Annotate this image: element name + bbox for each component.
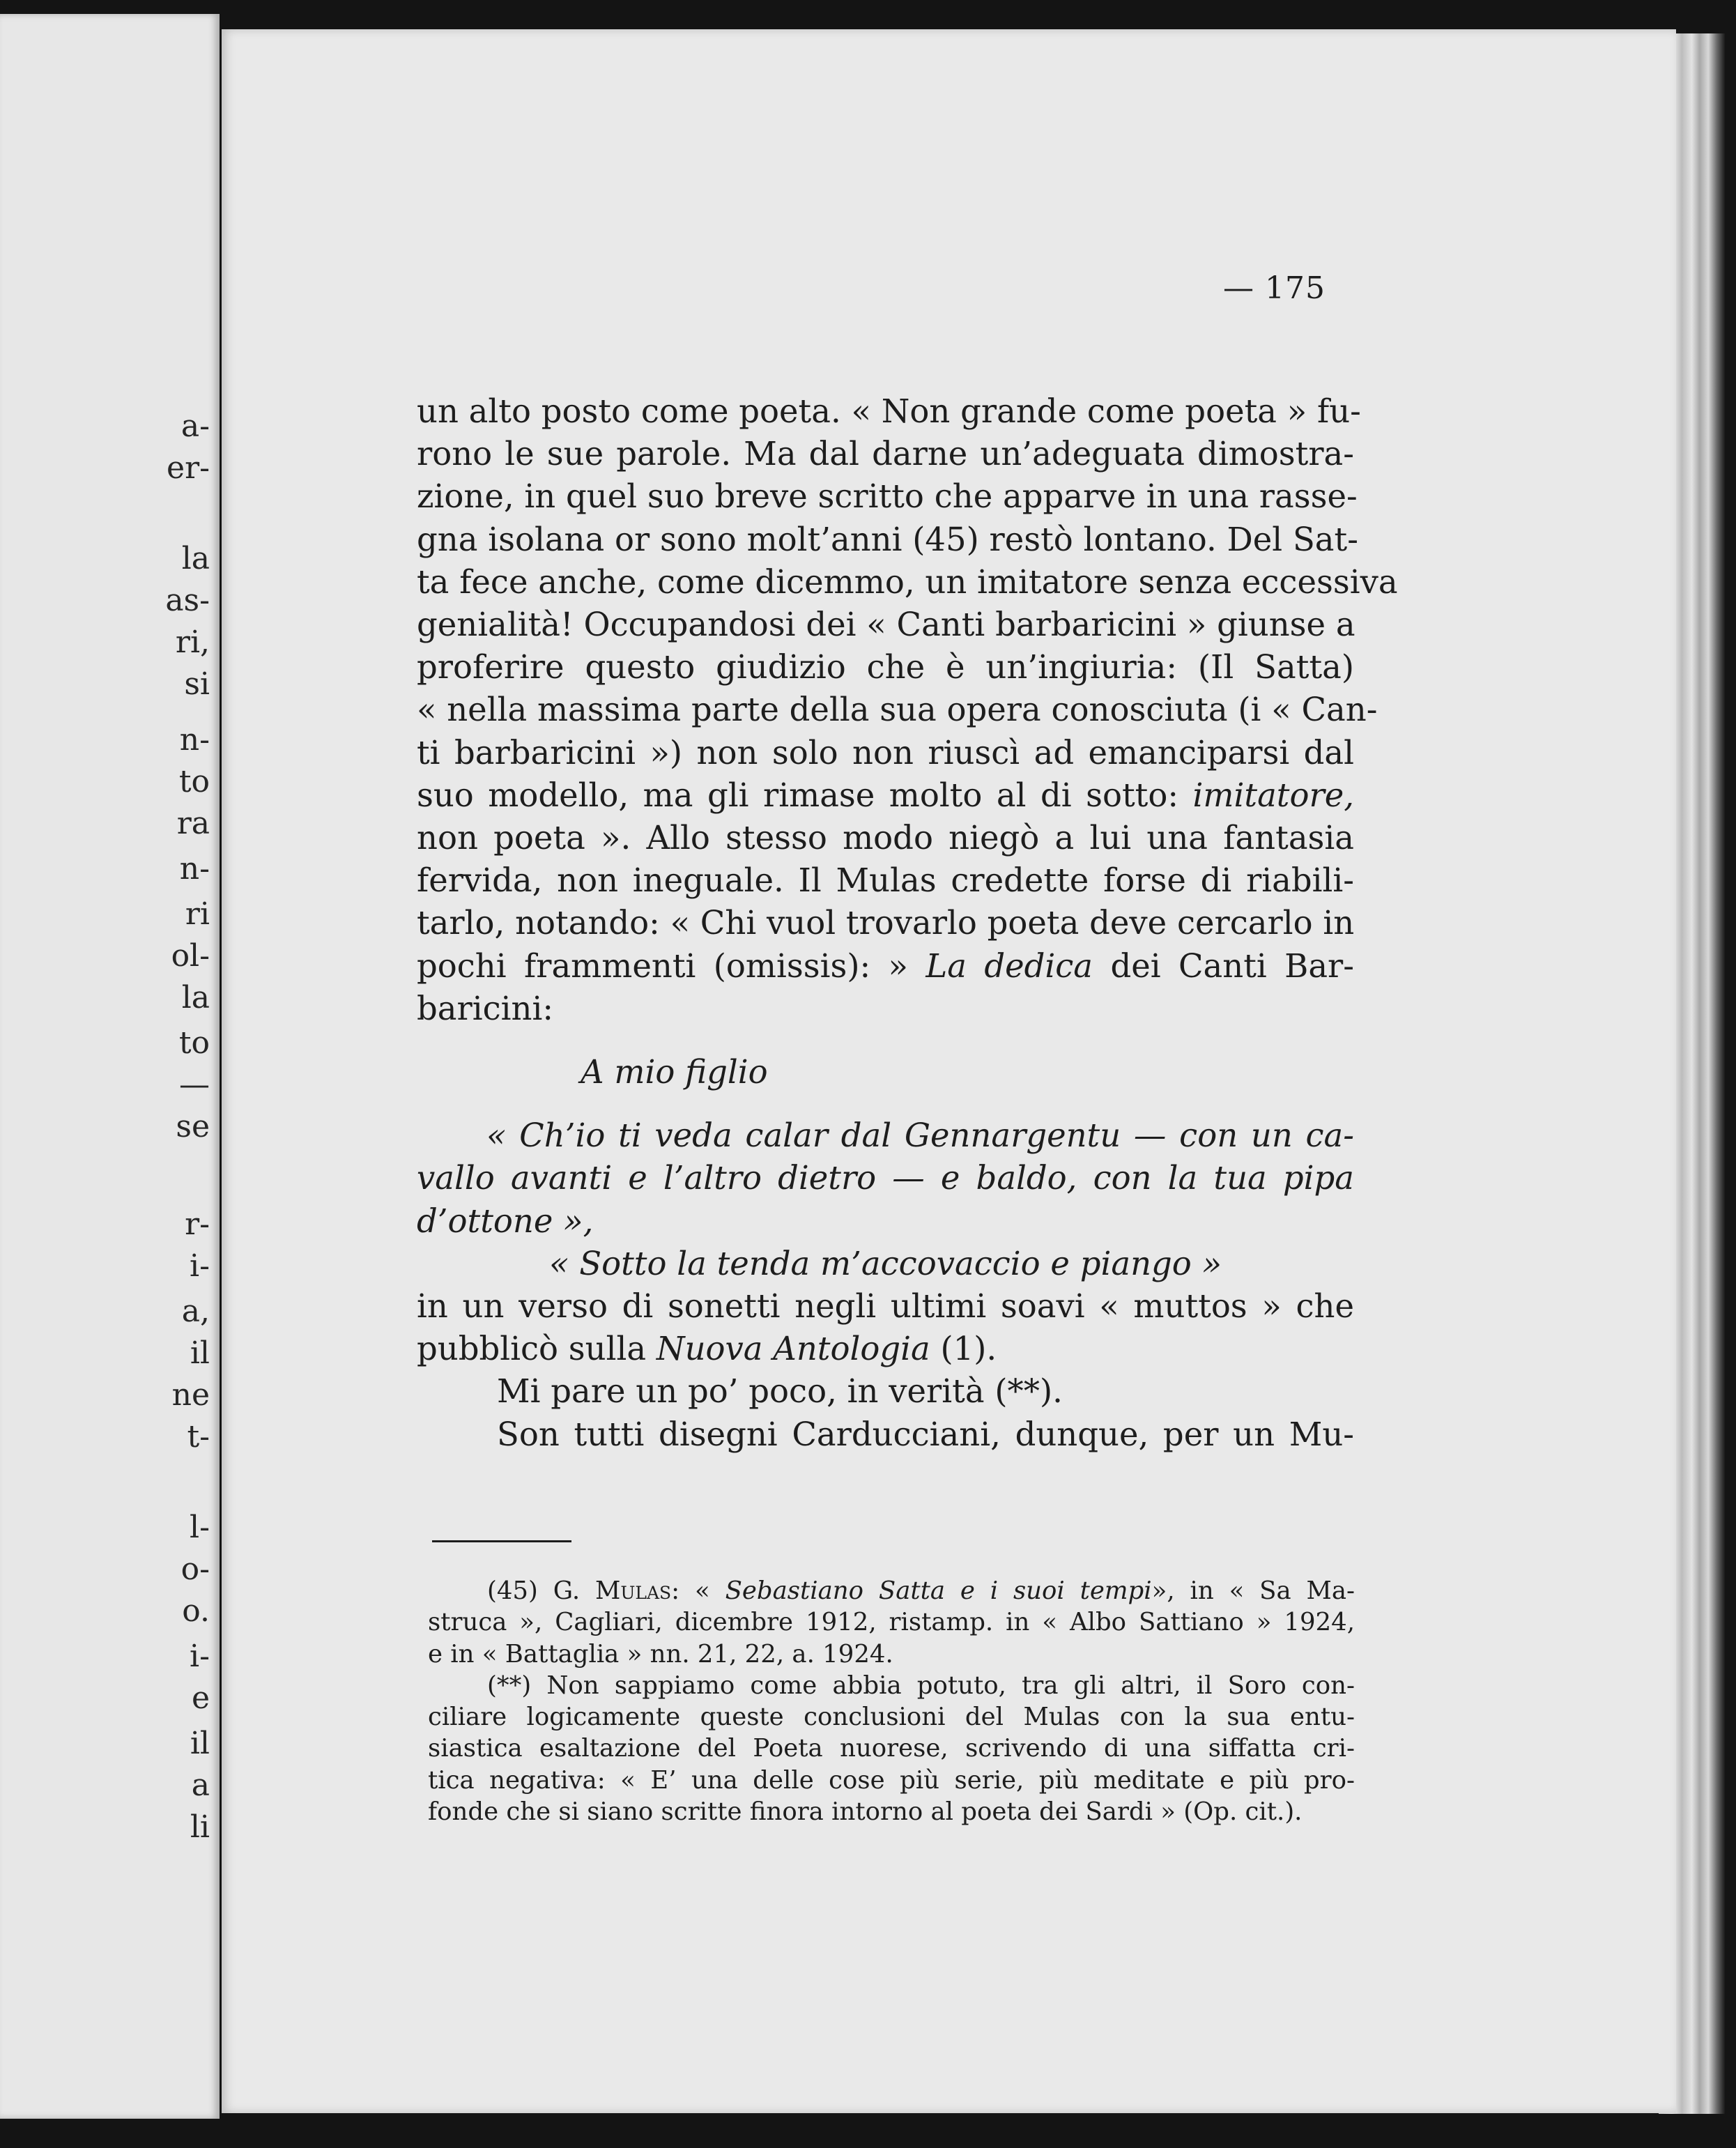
footnote-line xyxy=(428,1575,1355,1606)
text-line: « nella massima parte della sua opera conosciuta (i « Can- xyxy=(417,691,1378,729)
left-page-fragment: a xyxy=(191,1767,210,1803)
text-line: in un verso di sonetti negli ultimi soavi « muttos » che xyxy=(417,1287,1354,1326)
left-page-fragment: l- xyxy=(190,1510,210,1545)
left-page-fragment: i- xyxy=(190,1639,210,1674)
left-page-fragment: ra xyxy=(176,806,210,841)
text-line: zione, in quel suo breve scritto che apparve in una rasse- xyxy=(417,477,1358,516)
left-page-fragment: si xyxy=(184,666,210,702)
footnote-line: struca », Cagliari, dicembre 1912, ristamp. in « Albo Sattiano » 1924, xyxy=(428,1608,1355,1637)
text-line: tarlo, notando: « Chi vuol trovarlo poeta deve cercarlo in xyxy=(417,904,1355,942)
left-page-fragment: li xyxy=(190,1809,210,1845)
poem-line: vallo avanti e l’altro dietro — e baldo, con la tua pipa xyxy=(417,1159,1354,1197)
italic-term: La dedica xyxy=(925,946,1093,985)
text-line: un alto posto come poeta. « Non grande come poeta » fu- xyxy=(417,392,1361,430)
text-line xyxy=(417,945,1354,988)
left-page-fragment: ri, xyxy=(175,624,210,660)
left-page-fragment: er- xyxy=(167,450,210,486)
poem-line: « Sotto la tenda m’accovaccio e piango » xyxy=(549,1244,1222,1282)
left-page-fragment: ri xyxy=(185,896,210,932)
poem-line: « Ch’io ti veda calar dal Gennargentu — con un ca- xyxy=(486,1117,1354,1155)
left-page-fragment: t- xyxy=(187,1419,210,1455)
left-page-fragment: a, xyxy=(181,1294,210,1329)
left-page-fragment: o. xyxy=(182,1593,210,1629)
text-line: ta fece anche, come dicemmo, un imitatore senza eccessiva xyxy=(417,562,1398,601)
left-page-fragment: to xyxy=(178,1025,210,1061)
italic-term: imitatore, xyxy=(1192,776,1355,814)
italic-term: Sebastiano Satta e i suoi tempi xyxy=(725,1577,1152,1605)
text-segment: », in « Sa Ma- xyxy=(1151,1577,1355,1605)
text-line: non poeta ». Allo stesso modo niegò a lui una fantasia xyxy=(417,819,1354,857)
text-line: ti barbaricini ») non solo non riuscì ad emanciparsi dal xyxy=(417,733,1354,772)
left-page-fragment: ol- xyxy=(171,938,210,974)
text-line: gna isolana or sono molt’anni (45) restò lontano. Del Sat- xyxy=(417,520,1358,558)
left-page-fragment: e xyxy=(191,1680,210,1716)
left-page-fragment: a- xyxy=(180,408,210,444)
text-segment: (45) G. xyxy=(487,1577,581,1605)
left-page-fragment: il xyxy=(190,1335,210,1371)
text-line: Son tutti disegni Carducciani, dunque, per un Mu- xyxy=(497,1415,1354,1453)
text-segment: suo modello, ma gli rimase molto al di sotto: xyxy=(417,776,1179,814)
left-page-fragment: r- xyxy=(185,1206,210,1242)
left-page-fragment: i- xyxy=(190,1248,210,1284)
body-text xyxy=(417,390,1398,1456)
left-page-fragment: as- xyxy=(165,583,210,618)
text-line: fervida, non ineguale. Il Mulas credette forse di riabili- xyxy=(417,861,1354,900)
footnote-line: ciliare logicamente queste conclusioni del Mulas con la sua entu- xyxy=(428,1703,1355,1732)
left-page-fragment: — xyxy=(179,1067,210,1103)
text-segment: dei Canti Bar- xyxy=(1110,946,1355,985)
text-segment: pochi frammenti (omissis): » xyxy=(417,946,908,985)
left-page-fragment: il xyxy=(190,1726,210,1761)
left-page-fragment: se xyxy=(176,1109,210,1144)
left-page-fragment: la xyxy=(181,541,210,576)
footnotes xyxy=(428,1575,1355,1827)
poem-line: d’ottone », xyxy=(417,1202,594,1240)
poem-title: A mio figlio xyxy=(581,1053,768,1091)
italic-term: Nuova Antologia xyxy=(656,1330,930,1368)
text-segment: : « xyxy=(671,1577,710,1605)
footnote-line: e in « Battaglia » nn. 21, 22, a. 1924. xyxy=(428,1639,893,1668)
author-name: Mulas xyxy=(594,1577,672,1605)
footnote-rule xyxy=(432,1540,571,1542)
text-line: proferire questo giudizio che è un’ingiuria: (Il Satta) xyxy=(417,648,1354,686)
left-page-fragment: n- xyxy=(179,851,210,887)
left-page-fragment: la xyxy=(181,980,210,1015)
footnote-line: (**) Non sappiamo come abbia potuto, tra gli altri, il Soro con- xyxy=(487,1671,1355,1700)
text-line xyxy=(417,774,1354,817)
footnote-line: tica negativa: « E’ una delle cose più serie, più meditate e più pro- xyxy=(428,1765,1355,1795)
left-page-fragment: ne xyxy=(171,1377,210,1413)
text-line: Mi pare un po’ poco, in verità (**). xyxy=(497,1372,1063,1411)
text-line xyxy=(417,1328,1354,1370)
left-page xyxy=(0,14,220,2119)
page-number: — 175 xyxy=(1223,270,1326,306)
footnote-line: fonde che si siano scritte finora intorno al poeta dei Sardi » (Op. cit.). xyxy=(428,1797,1303,1827)
text-line: baricini: xyxy=(417,989,553,1027)
text-line: rono le sue parole. Ma dal darne un’adeguata dimostra- xyxy=(417,435,1354,473)
left-page-fragment: n- xyxy=(179,722,210,758)
text-segment: (1). xyxy=(940,1330,997,1368)
left-page-fragment: o- xyxy=(180,1551,210,1587)
text-segment: pubblicò sulla xyxy=(417,1330,647,1368)
text-line: genialità! Occupandosi dei « Canti barbaricini » giunse a xyxy=(417,606,1355,644)
footnote-line: siastica esaltazione del Poeta nuorese, scrivendo di una siffatta cri- xyxy=(428,1734,1355,1763)
left-page-fragment: to xyxy=(178,764,210,799)
